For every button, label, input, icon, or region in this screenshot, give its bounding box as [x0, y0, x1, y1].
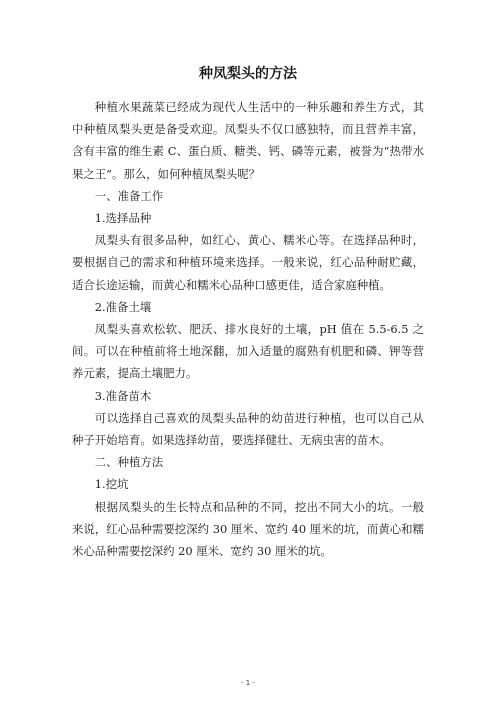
section-heading-planting-method: 二、种植方法 [94, 455, 164, 470]
subheading-choose-variety: 1.选择品种 [94, 211, 152, 226]
subheading-prepare-seedlings: 3.准备苗木 [94, 388, 152, 403]
paragraph-prepare-soil: 凤梨头喜欢松软、肥沃、排水良好的土壤，pH 值在 5.5-6.5 之间。可以在种植前将土地深翻，加入适量的腐熟有机肥和磷、钾等营养元素，提高土壤肥力。 [72, 322, 424, 381]
paragraph-intro: 种植水果蔬菜已经成为现代人生活中的一种乐趣和养生方式，其中种植凤梨头更是备受欢迎。凤梨头不仅口感独特，而且营养丰富，含有丰富的维生素 C、蛋白质、糖类、钙、磷等元素，被誉为“热带水果之王”。那么，如何种植凤梨头呢？ [72, 100, 424, 181]
page-number: - 1 - [241, 679, 255, 687]
paragraph-prepare-seedlings: 可以选择自己喜欢的凤梨头品种的幼苗进行种植，也可以自己从种子开始培育。如果选择幼苗，要选择健壮、无病虫害的苗木。 [72, 410, 424, 448]
subheading-prepare-soil: 2.准备土壤 [94, 299, 152, 314]
paragraph-dig-hole: 根据凤梨头的生长特点和品种的不同，挖出不同大小的坑。一般来说，红心品种需要挖深约 30 厘米、宽约 40 厘米的坑，而黄心和糯米心品种需要挖深约 20 厘米、宽约 30 厘米的坑。 [72, 499, 424, 559]
paragraph-choose-variety: 凤梨头有很多品种，如红心、黄心、糯米心等。在选择品种时，要根据自己的需求和种植环境来选择。一般来说，红心品种耐贮藏，适合长途运输，而黄心和糯米心品种口感更佳，适合家庭种植。 [72, 233, 424, 292]
document-body [72, 96, 424, 562]
section-heading-preparation: 一、准备工作 [94, 188, 164, 203]
document-title: 种凤梨头的方法 [199, 66, 297, 82]
subheading-dig-hole: 1.挖坑 [94, 477, 129, 492]
